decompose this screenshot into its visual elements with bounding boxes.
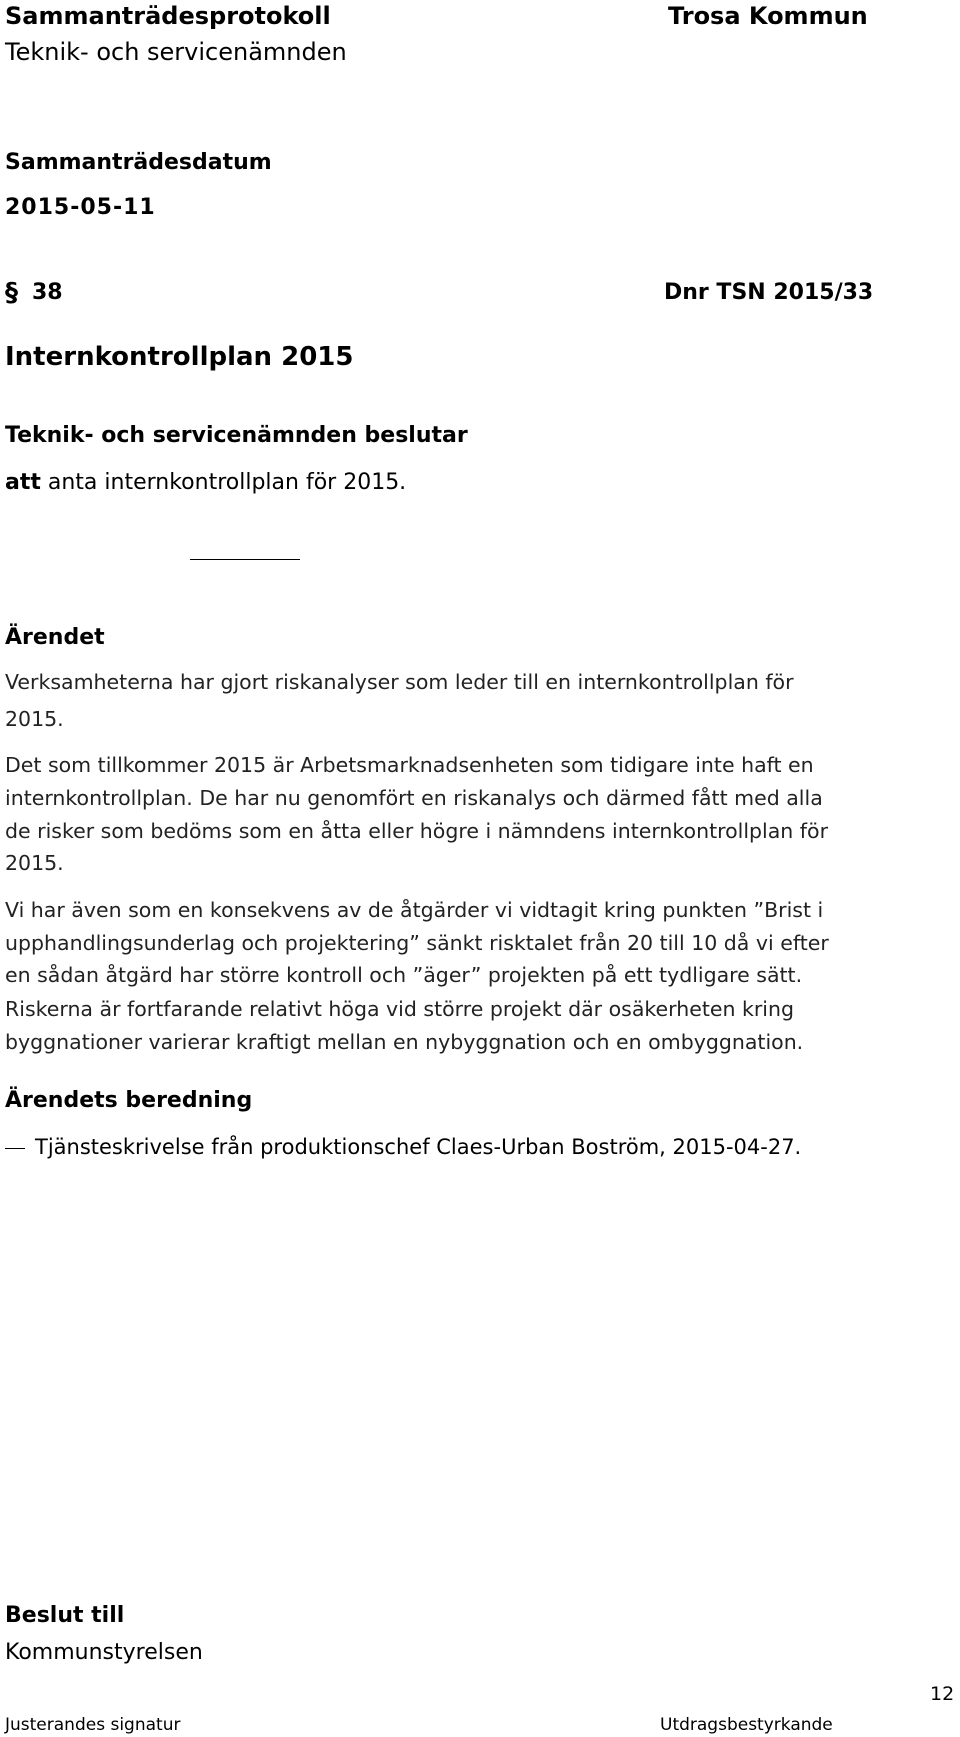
beredning-heading: Ärendets beredning <box>5 1088 253 1113</box>
arendet-line: Verksamheterna har gjort riskanalyser som leder till en internkontrollplan för <box>5 670 794 694</box>
dash-bullet <box>5 1148 25 1149</box>
beredning-item-text: Tjänsteskrivelse från produktionschef Claes-Urban Boström, 2015-04-27. <box>35 1135 802 1159</box>
organization-name: Trosa Kommun <box>668 2 868 30</box>
arendet-line: 2015. <box>5 851 64 875</box>
arendet-line: Det som tillkommer 2015 är Arbetsmarknadsenheten som tidigare inte haft en <box>5 753 814 777</box>
meeting-date-label: Sammanträdesdatum <box>5 150 272 175</box>
paragraph-number: 38 <box>32 280 63 305</box>
send-to-recipient: Kommunstyrelsen <box>5 1640 203 1665</box>
arendet-line: Riskerna är fortfarande relativt höga vid större projekt där osäkerheten kring <box>5 997 794 1021</box>
decision-heading: Teknik- och servicenämnden beslutar <box>5 423 468 448</box>
footer-certification-label: Utdragsbestyrkande <box>660 1715 833 1735</box>
document-type: Sammanträdesprotokoll <box>5 2 331 30</box>
decision-body: anta internkontrollplan för 2015. <box>40 470 407 495</box>
arendet-line: 2015. <box>5 707 64 731</box>
decision-att: att <box>5 470 41 495</box>
arendet-heading: Ärendet <box>5 625 105 650</box>
arendet-line: en sådan åtgärd har större kontroll och ”äger” projekten på ett tydligare sätt. <box>5 963 803 987</box>
page-number: 12 <box>930 1683 955 1705</box>
committee-name: Teknik- och servicenämnden <box>5 38 347 66</box>
footer-signature-label: Justerandes signatur <box>5 1715 181 1735</box>
arendet-line: de risker som bedöms som en åtta eller högre i nämndens internkontrollplan för <box>5 819 828 843</box>
decision-text <box>5 470 406 495</box>
send-to-heading: Beslut till <box>5 1603 125 1628</box>
arendet-line: byggnationer varierar kraftigt mellan en nybyggnation och en ombyggnation. <box>5 1030 804 1054</box>
meeting-date: 2015-05-11 <box>5 195 156 220</box>
arendet-line: Vi har även som en konsekvens av de åtgärder vi vidtagit kring punkten ”Brist i <box>5 898 824 922</box>
paragraph-symbol: § <box>5 278 18 308</box>
page-title: Internkontrollplan 2015 <box>5 342 354 372</box>
section-divider <box>190 559 300 560</box>
beredning-item <box>5 1135 801 1159</box>
arendet-line: internkontrollplan. De har nu genomfört en riskanalys och därmed fått med alla <box>5 786 823 810</box>
diary-number: Dnr TSN 2015/33 <box>664 280 874 305</box>
arendet-line: upphandlingsunderlag och projektering” sänkt risktalet från 20 till 10 då vi efter <box>5 931 829 955</box>
